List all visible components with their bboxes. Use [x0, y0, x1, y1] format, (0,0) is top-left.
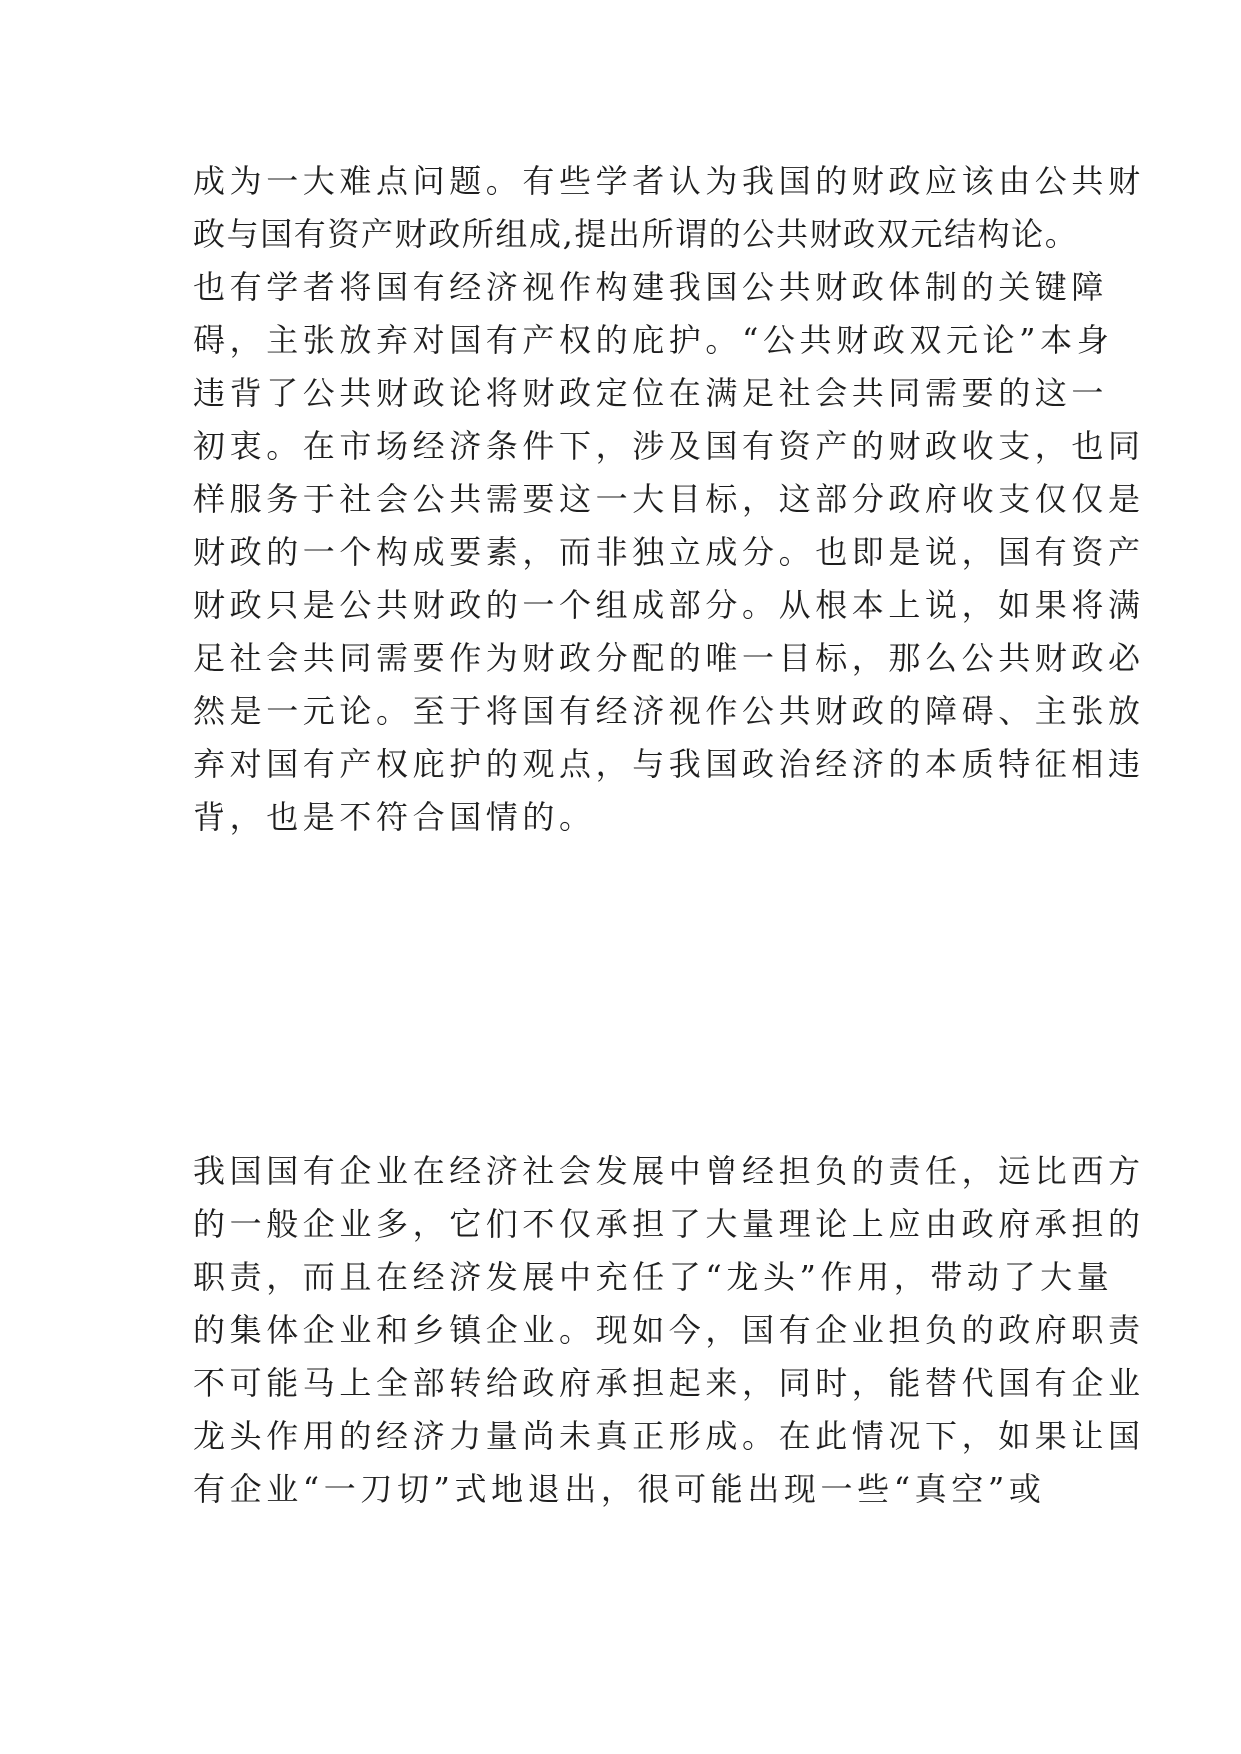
text-line: 弃对国有产权庇护的观点，与我国政治经济的本质特征相违: [193, 745, 1145, 783]
text-line: 初衷。在市场经济条件下，涉及国有资产的财政收支，也同: [193, 427, 1145, 465]
text-line: 我国国有企业在经济社会发展中曾经担负的责任，远比西方: [193, 1152, 1145, 1190]
text-line: 龙头作用的经济力量尚未真正形成。在此情况下，如果让国: [193, 1417, 1145, 1455]
text-line: 财政的一个构成要素，而非独立成分。也即是说，国有资产: [193, 533, 1145, 571]
text-line: 职责，而且在经济发展中充任了“龙头”作用，带动了大量: [193, 1258, 1114, 1296]
text-line: 政与国有资产财政所组成,提出所谓的公共财政双元结构论。: [193, 215, 1079, 253]
text-line: 然是一元论。至于将国有经济视作公共财政的障碍、主张放: [193, 692, 1145, 730]
text-line: 的集体企业和乡镇企业。现如今，国有企业担负的政府职责: [193, 1311, 1145, 1349]
text-line: 背，也是不符合国情的。: [193, 798, 596, 836]
text-line: 的一般企业多，它们不仅承担了大量理论上应由政府承担的: [193, 1205, 1145, 1243]
text-line: 也有学者将国有经济视作构建我国公共财政体制的关键障: [193, 268, 1109, 306]
text-line: 违背了公共财政论将财政定位在满足社会共同需要的这一: [193, 374, 1109, 412]
text-line: 财政只是公共财政的一个组成部分。从根本上说，如果将满: [193, 586, 1145, 624]
text-line: 样服务于社会公共需要这一大目标，这部分政府收支仅仅是: [193, 480, 1145, 518]
text-line: 成为一大难点问题。有些学者认为我国的财政应该由公共财: [193, 162, 1145, 200]
paragraph-2: [193, 1145, 1145, 1516]
text-line: 不可能马上全部转给政府承担起来，同时，能替代国有企业: [193, 1364, 1145, 1402]
text-line: 足社会共同需要作为财政分配的唯一目标，那么公共财政必: [193, 639, 1145, 677]
text-line: 碍，主张放弃对国有产权的庇护。“公共财政双元论”本身: [193, 321, 1114, 359]
paragraph-1: [193, 155, 1145, 844]
text-line: 有企业“一刀切”式地退出，很可能出现一些“真空”或: [193, 1470, 1046, 1508]
